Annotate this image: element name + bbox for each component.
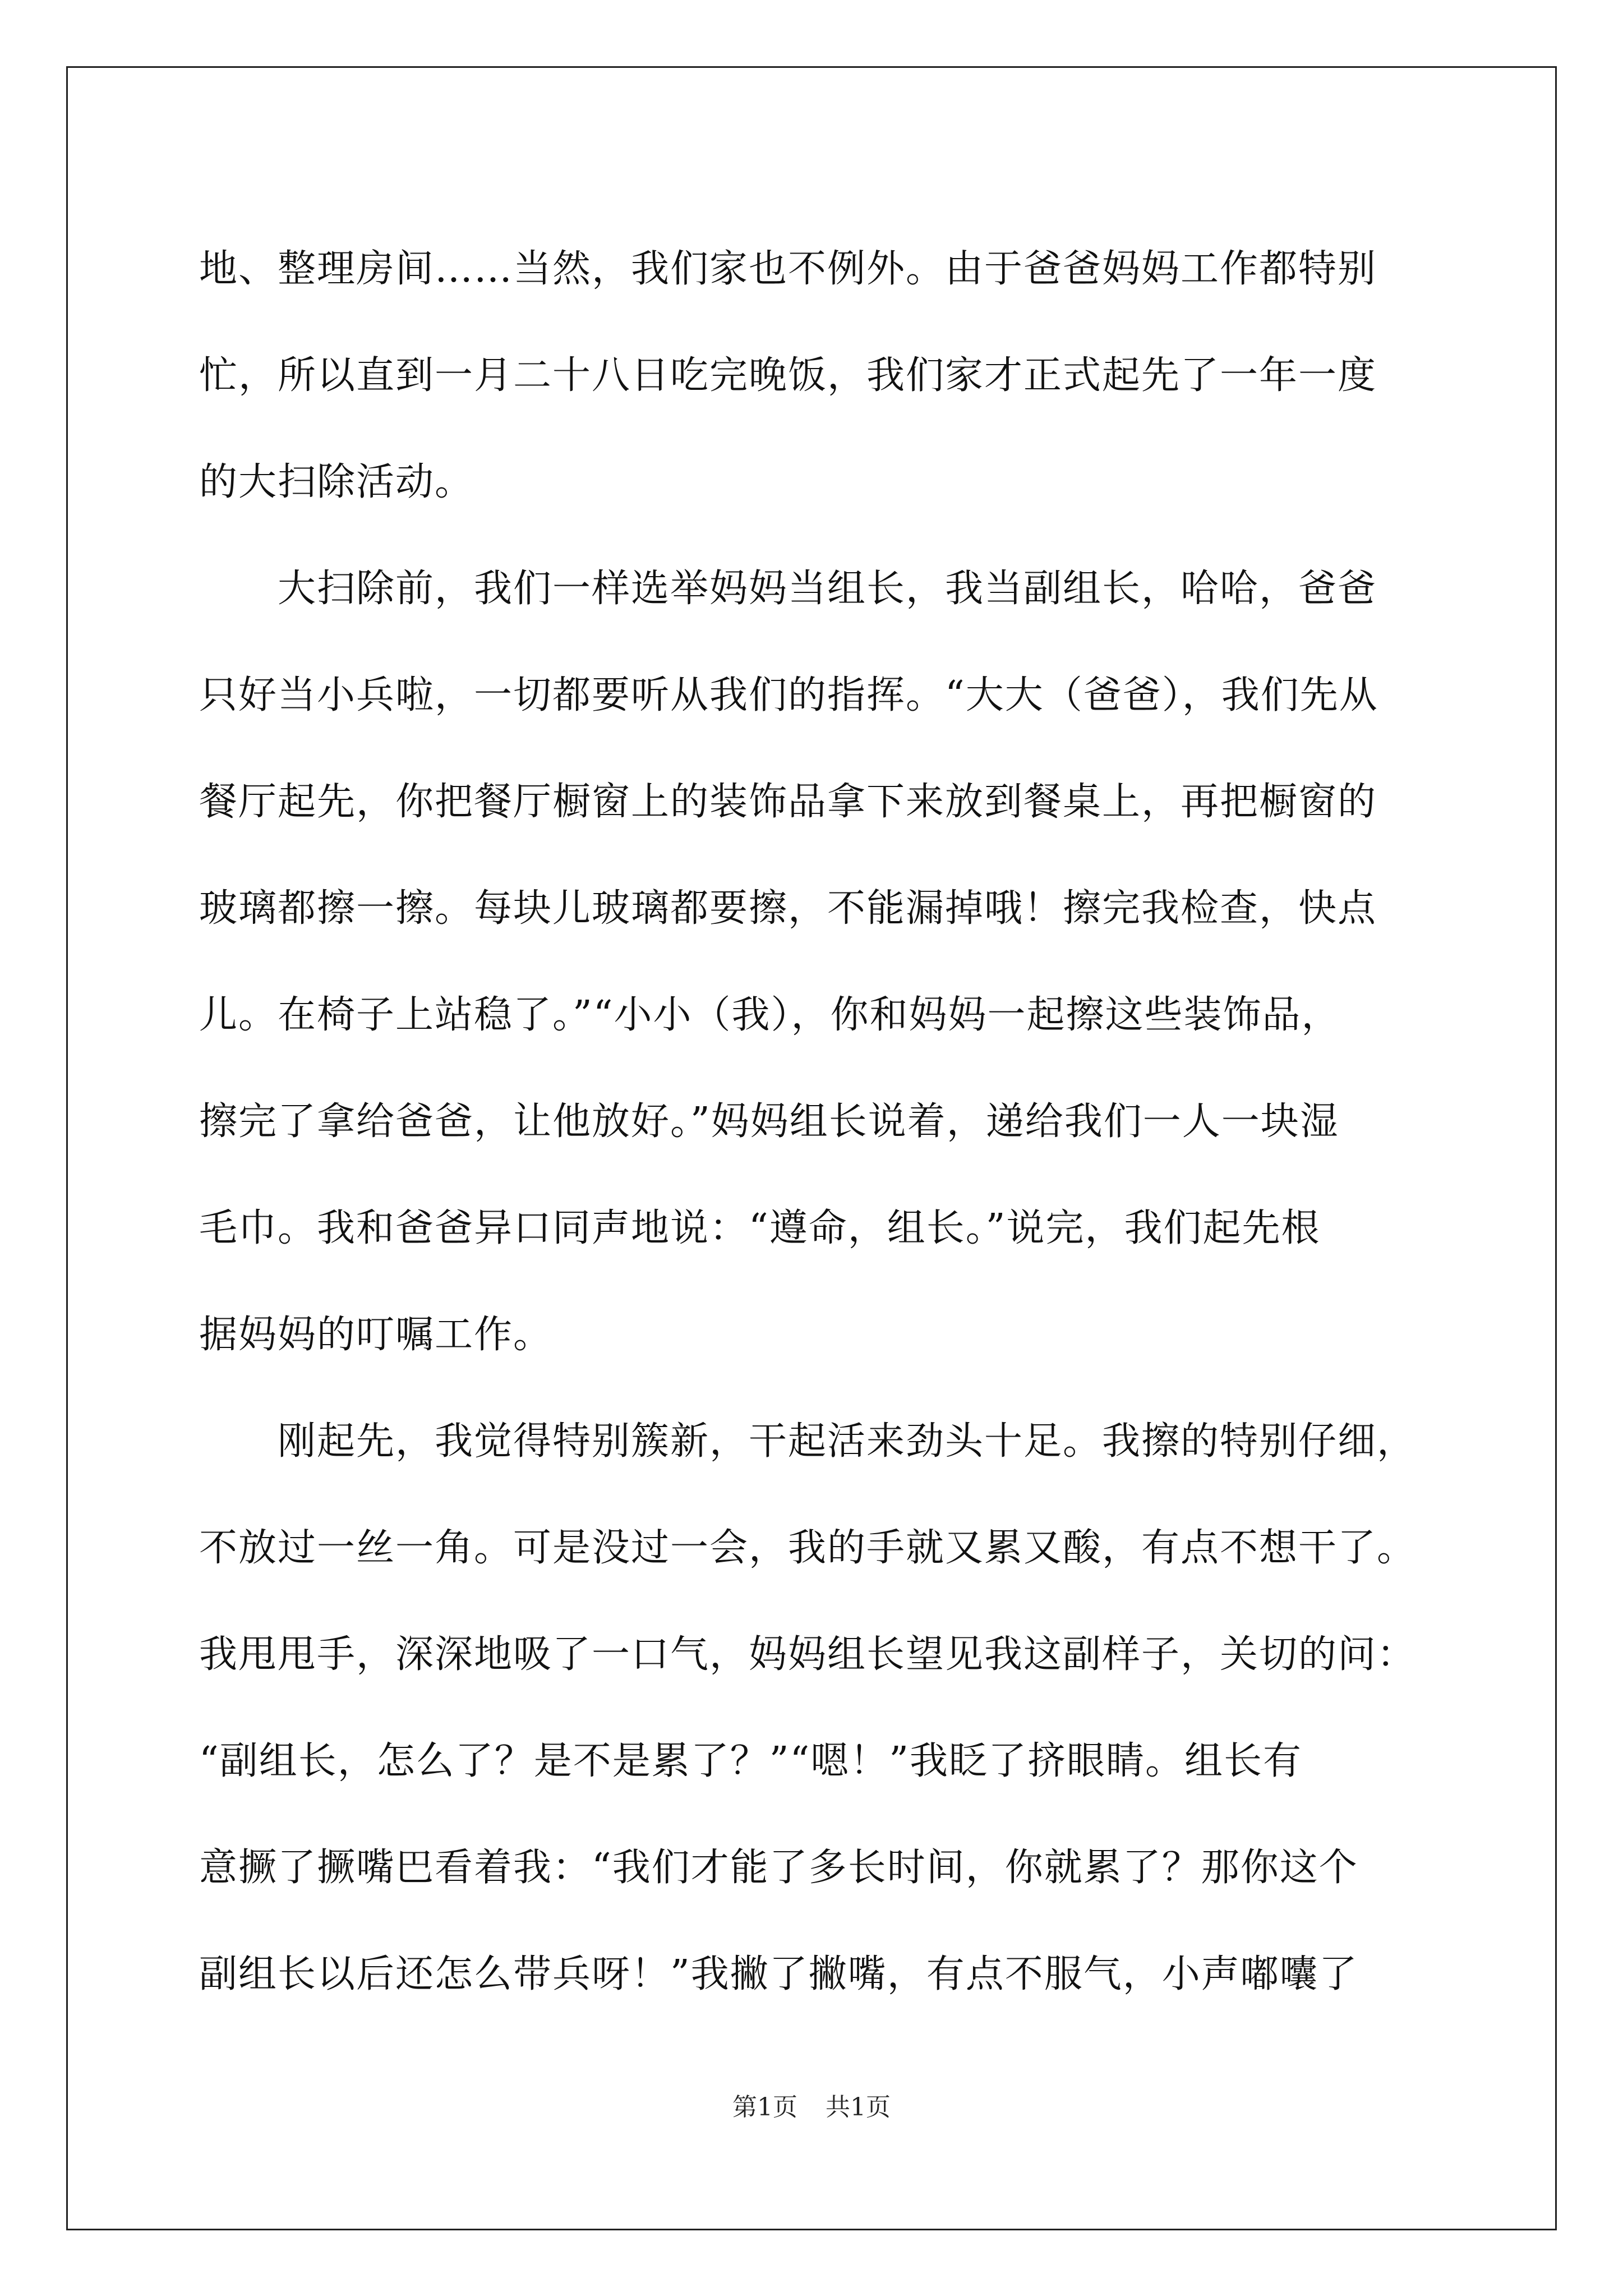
text-line: 玻璃都擦一擦。每块儿玻璃都要擦，不能漏掉哦！擦完我检查，快点 xyxy=(199,886,1377,931)
page-footer xyxy=(0,2087,1623,2123)
text-line: “副组长，怎么了？是不是累了？”“嗯！”我眨了挤眼睛。组长有 xyxy=(199,1739,1303,1783)
document-body xyxy=(199,216,1433,2028)
text-line: 餐厅起先，你把餐厅橱窗上的装饰品拿下来放到餐桌上，再把橱窗的 xyxy=(199,780,1377,824)
text-line: 我甩甩手，深深地吸了一口气，妈妈组长望见我这副样子，关切的问： xyxy=(199,1632,1417,1677)
text-line: 地、整理房间……当然，我们家也不例外。由于爸爸妈妈工作都特别 xyxy=(199,247,1377,291)
text-line: 儿。在椅子上站稳了。”“小小（我），你和妈妈一起擦这些装饰品， xyxy=(199,993,1341,1037)
text-line: 不放过一丝一角。可是没过一会，我的手就又累又酸，有点不想干了。 xyxy=(199,1526,1417,1570)
page-number: 第1页 xyxy=(732,2093,797,2122)
text-line: 刚起先，我觉得特别簇新，干起活来劲头十足。我擦的特别仔细， xyxy=(199,1419,1417,1464)
page-total: 共1页 xyxy=(826,2093,891,2122)
text-line: 只好当小兵啦，一切都要听从我们的指挥。“大大（爸爸），我们先从 xyxy=(199,673,1378,717)
text-line: 毛巾。我和爸爸异口同声地说：“遵命，组长。”说完，我们起先根 xyxy=(199,1206,1321,1250)
text-line: 擦完了拿给爸爸，让他放好。”妈妈组长说着，递给我们一人一块湿 xyxy=(199,1099,1339,1144)
text-line: 据妈妈的叮嘱工作。 xyxy=(199,1313,553,1357)
text-line: 大扫除前，我们一样选举妈妈当组长，我当副组长，哈哈，爸爸 xyxy=(199,567,1377,611)
text-line: 忙，所以直到一月二十八日吃完晚饭，我们家才正式起先了一年一度 xyxy=(199,353,1377,398)
text-line: 的大扫除活动。 xyxy=(199,460,474,504)
text-line: 副组长以后还怎么带兵呀！”我撇了撇嘴，有点不服气，小声嘟囔了 xyxy=(199,1952,1358,1996)
text-line: 意撅了撅嘴巴看着我：“我们才能了多长时间，你就累了？那你这个 xyxy=(199,1846,1358,1890)
